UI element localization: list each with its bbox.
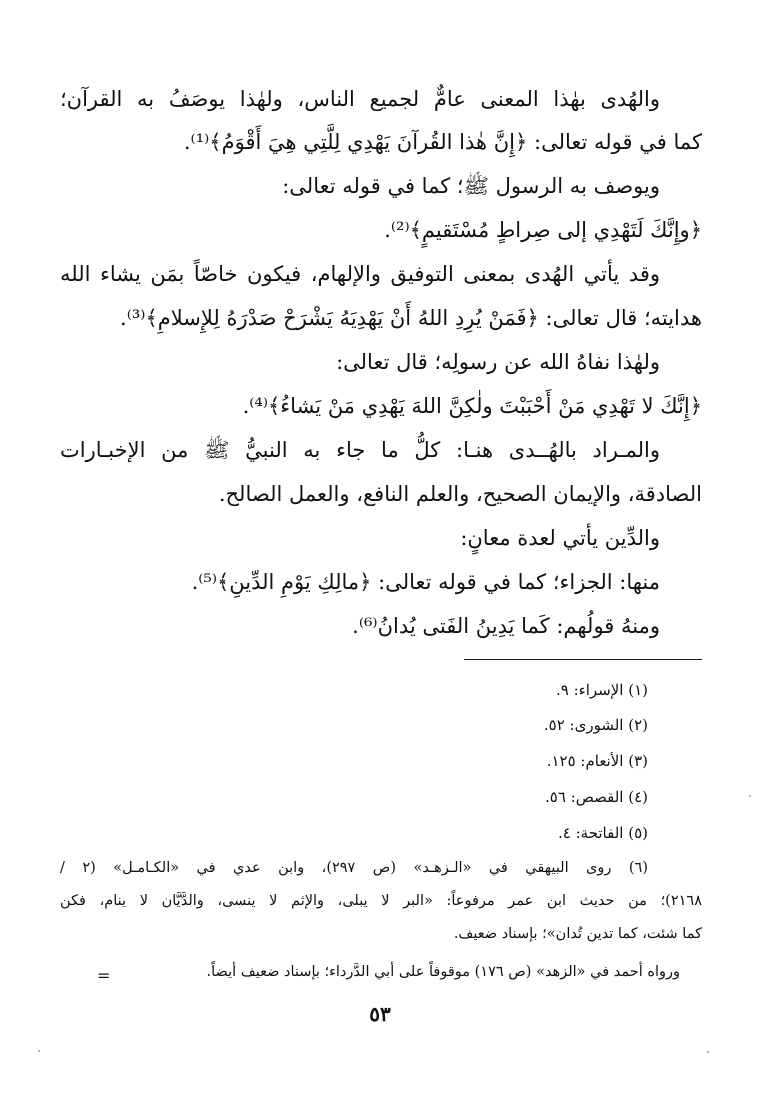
body-line-13: ومنهُ قولُهم: كَما يَدِينُ الفَتى يُدانُ⁽⁶⁾. xyxy=(352,614,660,638)
page-number: ٥٣ xyxy=(369,1002,391,1026)
footnote-1: (١) الإسراء: ٩. xyxy=(556,681,648,699)
body-line-6: هدايته؛ قال تعالى: ﴿فَمَنْ يُرِدِ اللهُ أَنْ يَهْدِيَهُ يَشْرَحْ صَدْرَهُ لِلإِسلامِ﴾⁽³⁾. xyxy=(120,306,702,330)
body-line-4: ﴿وإِنَّكَ لَتَهْدِي إلى صِراطٍ مُسْتَقيمٍ﴾⁽²⁾. xyxy=(384,218,702,242)
scan-speck xyxy=(38,1050,40,1052)
body-line-9: والمـراد بالهُــدى هنـا: كلُّ ما جاء به النبيُّ ﷺ من الإخبـارات xyxy=(60,438,660,462)
footnote-5: (٥) الفاتحة: ٤. xyxy=(557,824,648,842)
scan-speck xyxy=(749,795,751,797)
footnote-3: (٣) الأنعام: ١٢٥. xyxy=(546,752,648,770)
scan-speck xyxy=(707,1051,709,1053)
footnote-4: (٤) القصص: ٥٦. xyxy=(545,788,648,806)
body-line-5: وقد يأتي الهُدى بمعنى التوفيق والإلهام، فيكون خاصّاً بمَن يشاء الله xyxy=(60,262,660,286)
body-line-10: الصادقة، والإيمان الصحيح، والعلم النافع، والعمل الصالح. xyxy=(218,482,702,506)
footnote-6-line-2: ٢١٦٨)؛ من حديث ابن عمر مرفوعاً: «البر لا يبلى، والإثم لا ينسى، والدَّيَّان لا ينام، فكن xyxy=(60,893,702,909)
body-line-11: والدِّين يأتي لعدة معانٍ: xyxy=(460,526,660,550)
footnote-divider xyxy=(464,659,702,660)
continuation-mark: = xyxy=(97,966,111,985)
body-line-3: ويوصف به الرسول ﷺ؛ كما في قوله تعالى: xyxy=(282,174,660,198)
body-line-12: منها: الجزاء؛ كما في قوله تعالى: ﴿مالِكِ يَوْمِ الدِّينِ﴾⁽⁵⁾. xyxy=(191,570,660,594)
body-line-8: ﴿إِنَّكَ لا تَهْدِي مَنْ أَحْبَبْتَ ولٰكِنَّ اللهَ يَهْدِي مَنْ يَشاءُ﴾⁽⁴⁾. xyxy=(242,394,702,418)
footnote-6-line-4: ورواه أحمد في «الزهد» (ص ١٧٦) موقوفاً على أبي الدَّرداء؛ بإسناد ضعيف أيضاً. xyxy=(206,964,680,980)
footnote-6-line-3: كما شئت، كما تدين تُدان»؛ بإسناد ضعيف. xyxy=(453,926,702,942)
footnote-2: (٢) الشورى: ٥٢. xyxy=(543,716,648,734)
footnote-6-line-1: (٦) روى البيهقي في «الـزهـد» (ص ٢٩٧)، وابن عدي في «الكـامـل» (٢ / xyxy=(60,860,648,876)
body-line-1: والهُدى بهٰذا المعنى عامٌّ لجميع الناس، ولهٰذا يوصَفُ به القرآن؛ xyxy=(60,87,660,111)
body-line-7: ولهٰذا نفاهُ الله عن رسولِه؛ قال تعالى: xyxy=(336,350,660,374)
body-line-2: كما في قوله تعالى: ﴿إِنَّ هٰذا القُرآنَ يَهْدِي لِلَّتِي هِيَ أَقْوَمُ﴾⁽¹⁾. xyxy=(183,130,702,154)
